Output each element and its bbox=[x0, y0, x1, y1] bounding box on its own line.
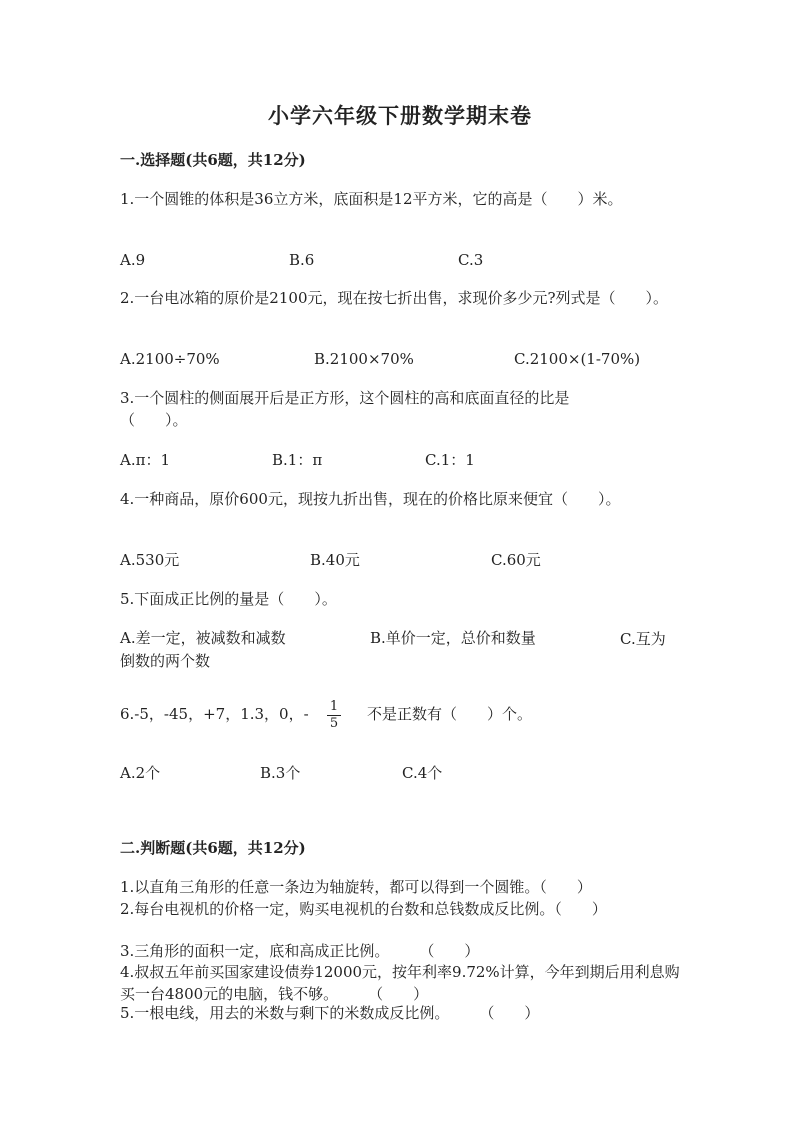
question-4-option-c: C.60元 bbox=[491, 551, 541, 569]
question-3-stem: 3.一个圆柱的侧面展开后是正方形，这个圆柱的高和底面直径的比是（ ）。 bbox=[120, 389, 570, 429]
question-6-option-b: B.3个 bbox=[260, 764, 301, 782]
judgment-item-1: 1.以直角三角形的任意一条边为轴旋转，都可以得到一个圆锥。（ ） bbox=[120, 878, 592, 896]
question-4-option-a: A.530元 bbox=[120, 551, 180, 569]
fraction-one-fifth bbox=[325, 700, 343, 731]
question-5-option-b: B.单价一定，总价和数量 bbox=[370, 629, 536, 647]
question-2-option-b: B.2100×70% bbox=[314, 350, 414, 368]
question-1-option-b: B.6 bbox=[289, 251, 315, 269]
page-title: 小学六年级下册数学期末卷 bbox=[268, 103, 532, 128]
fraction-numerator: 1 bbox=[329, 699, 339, 714]
question-6-stem-end: 不是正数有（ ）个。 bbox=[367, 705, 533, 723]
question-2-option-c: C.2100×(1-70%) bbox=[514, 350, 641, 368]
question-1-option-a: A.9 bbox=[120, 251, 146, 269]
section-heading-judgment: 二.判断题(共6题，共12分) bbox=[120, 839, 306, 857]
question-6-option-a: A.2个 bbox=[120, 764, 161, 782]
question-4-option-b: B.40元 bbox=[310, 551, 360, 569]
question-6-option-c: C.4个 bbox=[402, 764, 443, 782]
question-3-option-c: C.1：1 bbox=[425, 451, 475, 469]
question-6-stem-start: 6.-5，-45，+7，1.3，0，- bbox=[120, 705, 309, 723]
judgment-item-4: 4.叔叔五年前买国家建设债券12000元，按年利率9.72%计算，今年到期后用利息购买一台4800元的电脑，钱不够。 （ ） bbox=[120, 963, 680, 1003]
question-5-option-a: A.差一定，被减数和减数 bbox=[120, 629, 286, 647]
section-heading-choice: 一.选择题(共6题，共12分) bbox=[120, 151, 306, 169]
question-4-stem: 4.一种商品，原价600元，现按九折出售，现在的价格比原来便宜（ ）。 bbox=[120, 490, 621, 508]
question-1-stem: 1.一个圆锥的体积是36立方米，底面积是12平方米，它的高是（ ）米。 bbox=[120, 190, 623, 208]
question-2-option-a: A.2100÷70% bbox=[120, 350, 220, 368]
question-5-option-c: C.互为倒数的两个数 bbox=[120, 630, 666, 670]
judgment-item-2: 2.每台电视机的价格一定，购买电视机的台数和总钱数成反比例。（ ） bbox=[120, 900, 607, 918]
question-5-stem: 5.下面成正比例的量是（ ）。 bbox=[120, 590, 337, 608]
question-2-stem: 2.一台电冰箱的原价是2100元，现在按七折出售，求现价多少元?列式是（ ）。 bbox=[120, 289, 669, 307]
fraction-denominator: 5 bbox=[329, 716, 339, 731]
question-1-option-c: C.3 bbox=[458, 251, 484, 269]
judgment-item-5: 5.一根电线，用去的米数与剩下的米数成反比例。 （ ） bbox=[120, 1004, 540, 1022]
judgment-item-3: 3.三角形的面积一定，底和高成正比例。 （ ） bbox=[120, 942, 480, 960]
question-3-option-a: A.π：1 bbox=[120, 451, 171, 469]
question-3-option-b: B.1：π bbox=[272, 451, 323, 469]
